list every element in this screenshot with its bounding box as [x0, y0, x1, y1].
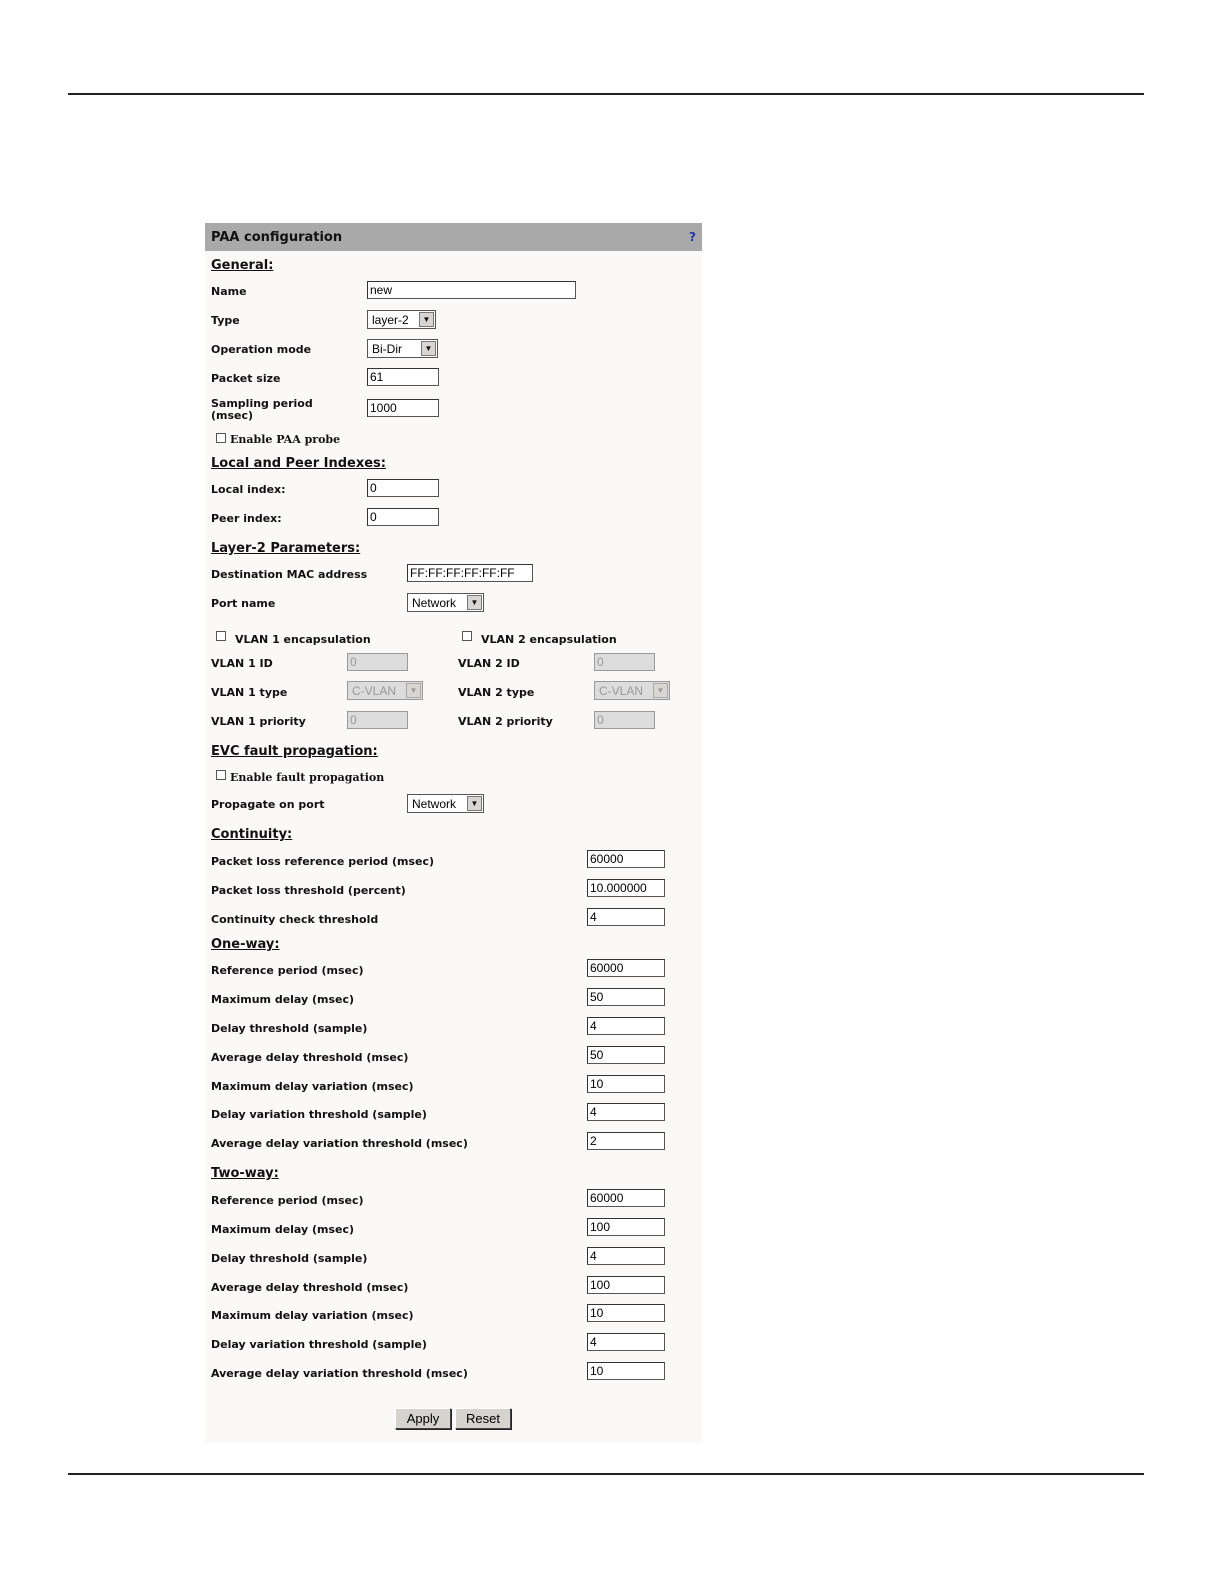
sampling-period-label-line1: Sampling period [211, 397, 313, 410]
one-way-row-label: Delay variation threshold (sample) [211, 1108, 427, 1121]
two-way-row-label: Maximum delay variation (msec) [211, 1309, 414, 1322]
continuity-heading: Continuity: [211, 827, 293, 842]
chevron-down-icon[interactable]: ▼ [406, 683, 421, 698]
header-rule [68, 93, 1144, 95]
one-way-row-input[interactable]: 4 [587, 1017, 665, 1035]
type-select-value: layer-2 [372, 313, 409, 327]
help-icon[interactable]: ? [689, 230, 696, 244]
sampling-period-input[interactable]: 1000 [367, 399, 439, 417]
propagate-on-port-select-value: Network [412, 797, 457, 811]
two-way-row-label: Average delay variation threshold (msec) [211, 1367, 468, 1380]
vlan1-type-select-value: C-VLAN [352, 684, 397, 698]
vlan2-encapsulation-checkbox[interactable] [462, 631, 472, 641]
vlan1-encapsulation-checkbox[interactable] [216, 631, 226, 641]
operation-mode-select-value: Bi-Dir [372, 342, 402, 356]
continuity-row-label: Packet loss threshold (percent) [211, 884, 406, 897]
vlan1-id-input[interactable]: 0 [347, 653, 408, 671]
vlan1-priority-input[interactable]: 0 [347, 711, 408, 729]
two-way-row-input[interactable]: 10 [587, 1362, 665, 1380]
vlan2-priority-label: VLAN 2 priority [458, 715, 553, 728]
destination-mac-input[interactable]: FF:FF:FF:FF:FF:FF [407, 564, 533, 582]
port-name-label: Port name [211, 597, 276, 610]
type-label: Type [211, 314, 240, 327]
vlan1-type-label: VLAN 1 type [211, 686, 288, 699]
vlan2-priority-input[interactable]: 0 [594, 711, 655, 729]
enable-paa-probe-label: Enable PAA probe [230, 433, 341, 446]
one-way-row-input[interactable]: 2 [587, 1132, 665, 1150]
two-way-row-input[interactable]: 100 [587, 1218, 665, 1236]
operation-mode-label: Operation mode [211, 343, 312, 356]
vlan1-encapsulation-label: VLAN 1 encapsulation [235, 633, 371, 646]
panel-title: PAA configuration [211, 230, 343, 245]
chevron-down-icon[interactable]: ▼ [419, 312, 434, 327]
vlan2-id-input[interactable]: 0 [594, 653, 655, 671]
port-name-select[interactable] [407, 593, 484, 612]
paa-configuration-panel [205, 223, 702, 1443]
two-way-row-input[interactable]: 4 [587, 1333, 665, 1351]
local-index-label: Local index: [211, 483, 286, 496]
one-way-row-input[interactable]: 50 [587, 988, 665, 1006]
two-way-row-label: Reference period (msec) [211, 1194, 364, 1207]
chevron-down-icon[interactable]: ▼ [467, 595, 482, 610]
continuity-row-input[interactable]: 60000 [587, 850, 665, 868]
one-way-row-input[interactable]: 50 [587, 1046, 665, 1064]
enable-fault-propagation-checkbox[interactable] [216, 770, 226, 780]
propagate-on-port-select[interactable] [407, 794, 484, 813]
layer2-heading: Layer-2 Parameters: [211, 541, 361, 556]
enable-paa-probe-checkbox[interactable] [216, 433, 226, 443]
packet-size-input[interactable]: 61 [367, 368, 439, 386]
vlan1-priority-label: VLAN 1 priority [211, 715, 306, 728]
enable-fault-propagation-label: Enable fault propagation [230, 771, 385, 784]
one-way-row-input[interactable]: 10 [587, 1075, 665, 1093]
vlan2-type-select-value: C-VLAN [599, 684, 644, 698]
two-way-row-input[interactable]: 10 [587, 1304, 665, 1322]
continuity-row-label: Continuity check threshold [211, 913, 379, 926]
type-select[interactable] [367, 310, 436, 329]
continuity-row-input[interactable]: 10.000000 [587, 879, 665, 897]
one-way-row-input[interactable]: 60000 [587, 959, 665, 977]
propagate-on-port-label: Propagate on port [211, 798, 325, 811]
two-way-row-label: Delay variation threshold (sample) [211, 1338, 427, 1351]
chevron-down-icon[interactable]: ▼ [421, 341, 436, 356]
one-way-row-label: Maximum delay (msec) [211, 993, 355, 1006]
two-way-row-input[interactable]: 100 [587, 1276, 665, 1294]
general-heading: General: [211, 258, 274, 273]
two-way-row-label: Average delay threshold (msec) [211, 1281, 409, 1294]
packet-size-label: Packet size [211, 372, 281, 385]
reset-button[interactable]: Reset [455, 1408, 511, 1429]
vlan2-type-select[interactable] [594, 681, 670, 700]
operation-mode-select[interactable] [367, 339, 438, 358]
vlan2-encapsulation-label: VLAN 2 encapsulation [481, 633, 617, 646]
two-way-row-label: Delay threshold (sample) [211, 1252, 368, 1265]
footer-rule [68, 1473, 1144, 1475]
chevron-down-icon[interactable]: ▼ [467, 796, 482, 811]
port-name-select-value: Network [412, 596, 457, 610]
name-input[interactable]: new [367, 281, 576, 299]
two-way-row-input[interactable]: 4 [587, 1247, 665, 1265]
one-way-row-input[interactable]: 4 [587, 1103, 665, 1121]
vlan1-id-label: VLAN 1 ID [211, 657, 273, 670]
peer-index-input[interactable]: 0 [367, 508, 439, 526]
chevron-down-icon[interactable]: ▼ [653, 683, 668, 698]
vlan2-type-label: VLAN 2 type [458, 686, 535, 699]
one-way-row-label: Delay threshold (sample) [211, 1022, 368, 1035]
two-way-row-input[interactable]: 60000 [587, 1189, 665, 1207]
one-way-row-label: Reference period (msec) [211, 964, 364, 977]
sampling-period-label-line2: (msec) [211, 409, 254, 422]
one-way-heading: One-way: [211, 937, 280, 952]
two-way-row-label: Maximum delay (msec) [211, 1223, 355, 1236]
name-label: Name [211, 285, 247, 298]
one-way-row-label: Average delay variation threshold (msec) [211, 1137, 468, 1150]
two-way-heading: Two-way: [211, 1166, 279, 1181]
continuity-row-label: Packet loss reference period (msec) [211, 855, 435, 868]
one-way-row-label: Average delay threshold (msec) [211, 1051, 409, 1064]
vlan1-type-select[interactable] [347, 681, 423, 700]
peer-index-label: Peer index: [211, 512, 282, 525]
destination-mac-label: Destination MAC address [211, 568, 368, 581]
continuity-row-input[interactable]: 4 [587, 908, 665, 926]
indexes-heading: Local and Peer Indexes: [211, 456, 386, 471]
local-index-input[interactable]: 0 [367, 479, 439, 497]
one-way-row-label: Maximum delay variation (msec) [211, 1080, 414, 1093]
panel-titlebar [205, 223, 702, 251]
evc-heading: EVC fault propagation: [211, 744, 378, 759]
vlan2-id-label: VLAN 2 ID [458, 657, 520, 670]
apply-button[interactable]: Apply [395, 1408, 451, 1429]
